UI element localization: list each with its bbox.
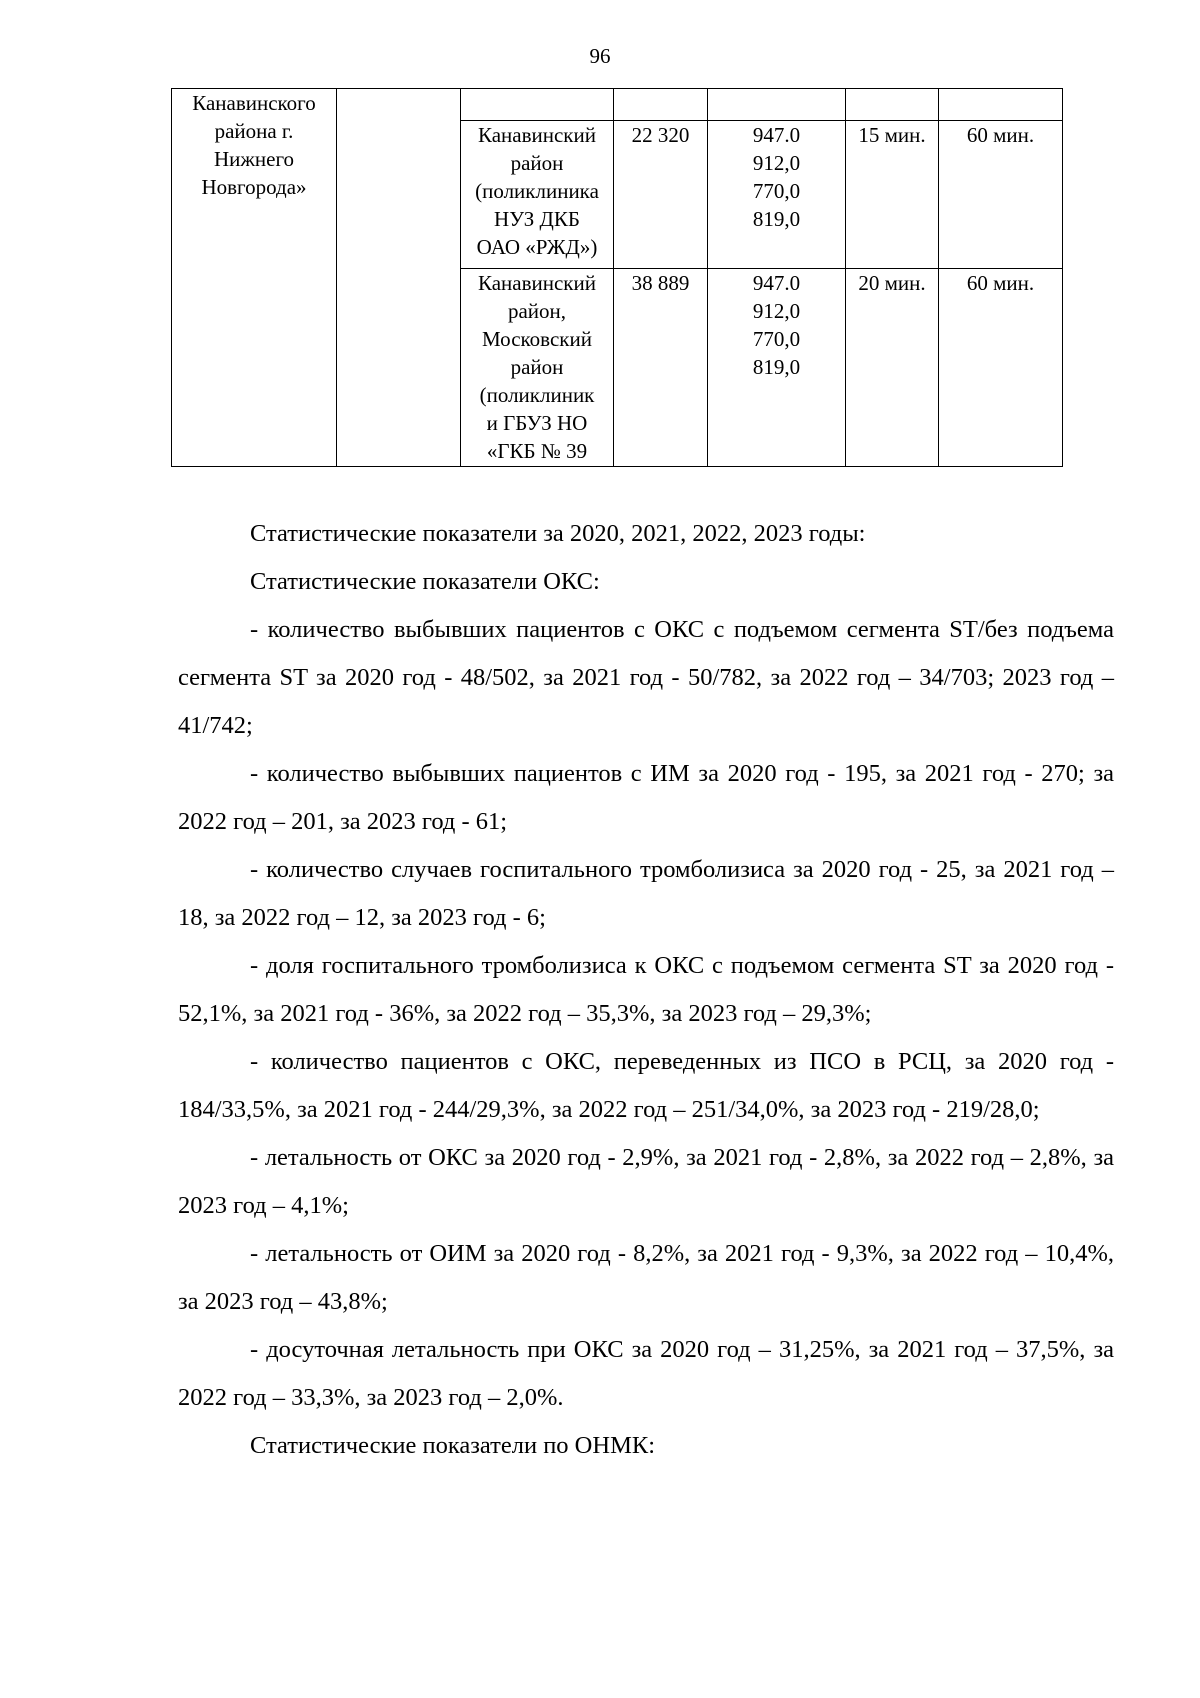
paragraph: - количество выбывших пациентов с ИМ за 2020 год - 195, за 2021 год - 270; за 2022 год – 201, за 2023 год - 61; — [178, 760, 1114, 835]
table-row — [172, 89, 1063, 121]
time-cell: 60 мин. — [939, 121, 1063, 269]
table-cell — [939, 89, 1063, 121]
time-cell: 15 мин. — [846, 121, 939, 269]
paragraph: Статистические показатели ОКС: — [250, 568, 600, 595]
table-cell — [846, 89, 939, 121]
paragraph: - досуточная летальность при ОКС за 2020 год – 31,25%, за 2021 год – 37,5%, за 2022 год – 33,3%, за 2023 год – 2,0%. — [178, 1336, 1114, 1411]
population-cell: 38 889 — [614, 269, 708, 467]
district-cell: Канавинский район (поликлиника НУЗ ДКБ ОАО «РЖД») — [461, 121, 614, 269]
population-cell: 22 320 — [614, 121, 708, 269]
time-cell: 60 мин. — [939, 269, 1063, 467]
paragraph: Статистические показатели по ОНМК: — [250, 1432, 656, 1459]
paragraph: - доля госпитального тромболизиса к ОКС с подъемом сегмента ST за 2020 год - 52,1%, за 2021 год - 36%, за 2022 год – 35,3%, за 2023 год – 29,3%; — [178, 952, 1114, 1027]
paragraph: - количество случаев госпитального тромболизиса за 2020 год - 25, за 2021 год – 18, за 2022 год – 12, за 2023 год - 6; — [178, 856, 1114, 931]
table-cell — [614, 89, 708, 121]
facilities-table — [171, 88, 1063, 467]
table-cell — [708, 89, 846, 121]
paragraph: - летальность от ОИМ за 2020 год - 8,2%, за 2021 год - 9,3%, за 2022 год – 10,4%, за 2023 год – 43,8%; — [178, 1240, 1114, 1315]
page-number: 96 — [589, 44, 611, 68]
paragraph: - летальность от ОКС за 2020 год - 2,9%, за 2021 год - 2,8%, за 2022 год – 2,8%, за 2023 год – 4,1%; — [178, 1144, 1114, 1219]
paragraph: Статистические показатели за 2020, 2021, 2022, 2023 годы: — [250, 520, 866, 547]
body-text — [178, 510, 1114, 1470]
tariff-cell: 947.0 912,0 770,0 819,0 — [708, 121, 846, 269]
district-cell: Канавинский район, Московский район (поликлиник и ГБУЗ НО «ГКБ № 39 — [461, 269, 614, 467]
paragraph: - количество выбывших пациентов с ОКС с подъемом сегмента ST/без подъема сегмента ST за 2020 год - 48/502, за 2021 год - 50/782, за 2022 год – 34/703; 2023 год – 41/742; — [178, 616, 1114, 739]
time-cell: 20 мин. — [846, 269, 939, 467]
paragraph: - количество пациентов с ОКС, переведенных из ПСО в РСЦ, за 2020 год - 184/33,5%, за 2021 год - 244/29,3%, за 2022 год – 251/34,0%, за 2023 год - 219/28,0; — [178, 1048, 1114, 1123]
empty-cell — [337, 89, 461, 467]
table-cell — [461, 89, 614, 121]
org-name-cell: Канавинского района г. Нижнего Новгорода» — [172, 89, 337, 467]
tariff-cell: 947.0 912,0 770,0 819,0 — [708, 269, 846, 467]
